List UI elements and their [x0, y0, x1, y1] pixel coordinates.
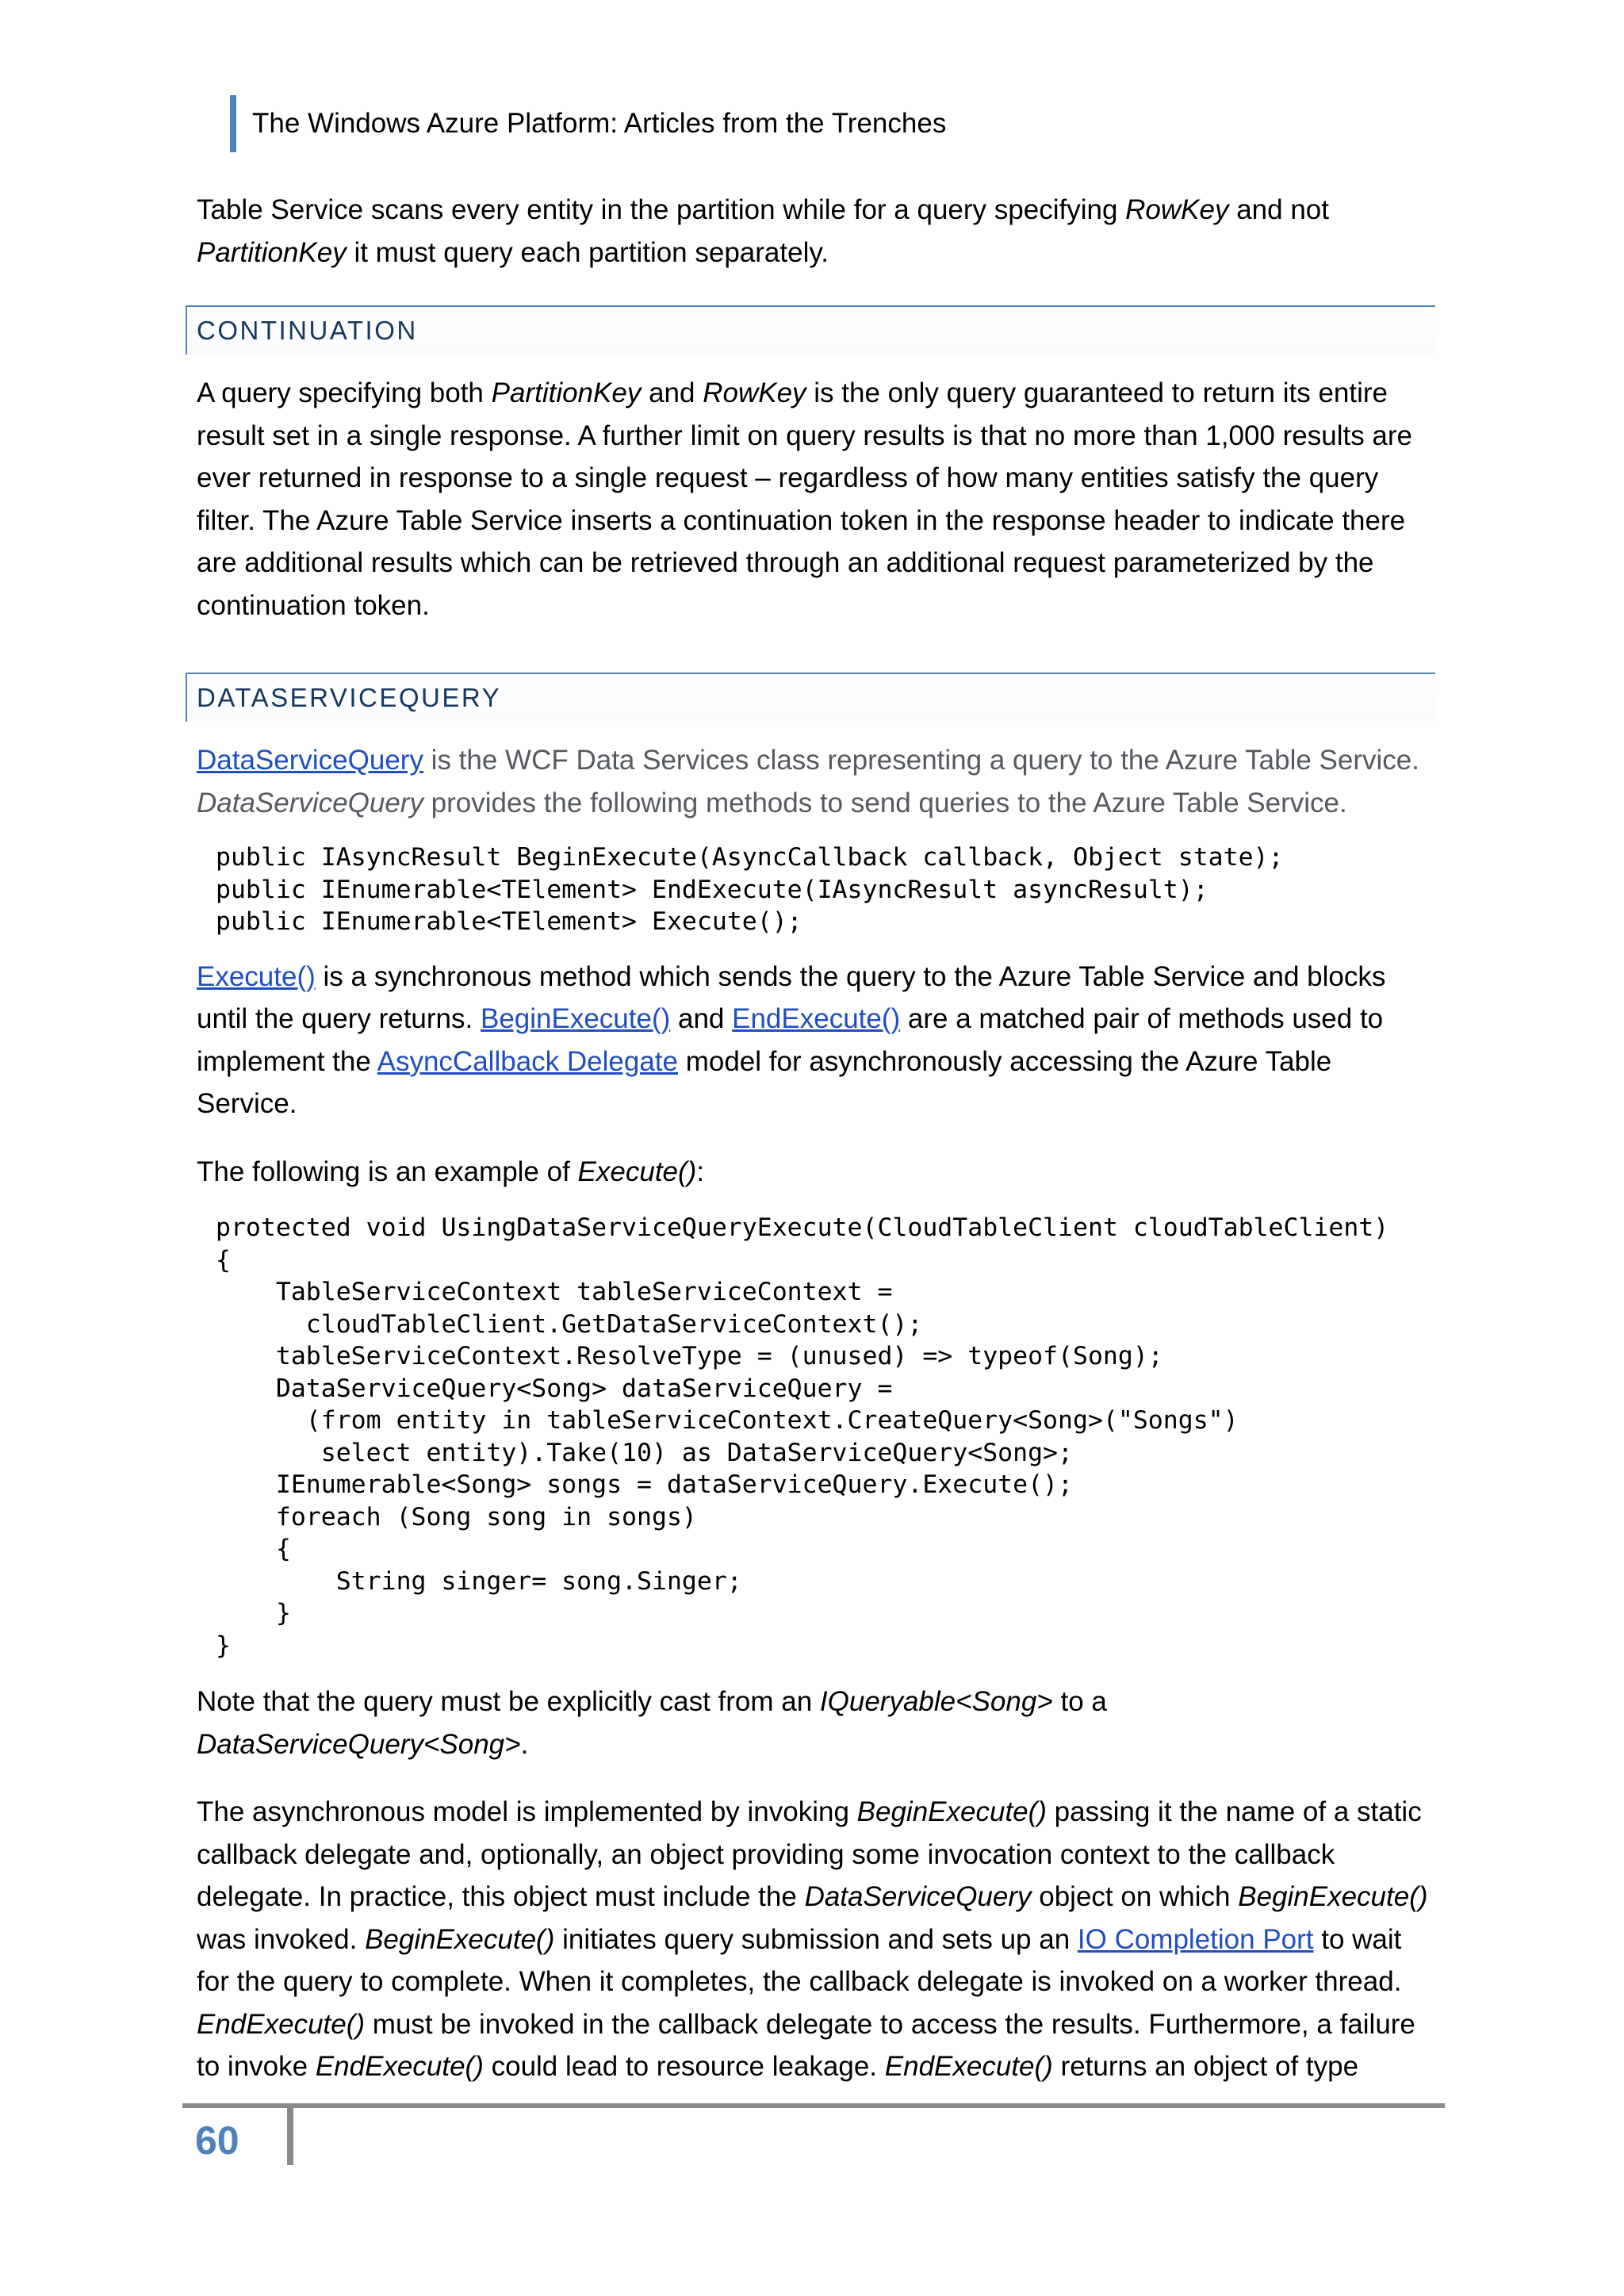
term-rowkey: RowKey: [1125, 194, 1229, 225]
execute-paragraph: [197, 956, 1434, 1125]
footer-divider: [287, 2108, 293, 2165]
running-header: [230, 95, 946, 152]
term-dataservicequery: DataServiceQuery: [197, 787, 423, 818]
term-rowkey: RowKey: [703, 378, 806, 408]
text-run: The following is an example of: [197, 1156, 578, 1187]
code-block-method-signatures: public IAsyncResult BeginExecute(AsyncCallback callback, Object state); public IEnumerable<TElement> EndExecute(IAsyncResult asyncResult); public IEnumerable<TElement> Execute();: [216, 843, 1284, 936]
continuation-paragraph: [197, 372, 1434, 627]
text-run: is the WCF Data Services class representing a query to the Azure Table Service.: [423, 745, 1419, 776]
footer-rule: [182, 2103, 1445, 2108]
page-content: [197, 189, 1434, 2088]
text-run: it must query each partition separately.: [346, 236, 829, 268]
section-heading-dataservicequery: [186, 673, 1435, 722]
text-run: is a synchronous method which sends the query to the Azure Table Service and blocks until the query returns.: [197, 960, 1386, 1034]
link-beginexecute[interactable]: BeginExecute(): [480, 1003, 671, 1034]
text-run: was invoked.: [197, 1923, 366, 1955]
text-run: model for asynchronously accessing the Azure Table Service.: [197, 1045, 1332, 1119]
dataservicequery-intro-paragraph: [197, 739, 1434, 824]
text-run: and not: [1228, 194, 1329, 225]
text-run: object on which: [1031, 1881, 1239, 1912]
text-run: Table Service scans every entity in the partition while for a query specifying: [197, 194, 1126, 225]
text-run: must be invoked in the callback delegate to access the results. Furthermore, a failure to invoke: [197, 2008, 1415, 2082]
term-endexecute: EndExecute(): [315, 2051, 484, 2082]
text-run: A query specifying both: [197, 378, 492, 408]
page-number: 60: [195, 2118, 239, 2163]
text-run: to wait for the query to complete. When it completes, the callback delegate is invoked on a worker thread.: [197, 1923, 1402, 1997]
term-dataservicequery-song: DataServiceQuery<Song>: [197, 1728, 521, 1760]
link-endexecute[interactable]: EndExecute(): [732, 1003, 901, 1034]
text-run: initiates query submission and sets up an: [554, 1923, 1078, 1955]
text-run: returns an object of type: [1052, 2051, 1359, 2082]
section-heading-text: CONTINUATION: [197, 316, 418, 345]
link-asynccallback-delegate[interactable]: AsyncCallback Delegate: [377, 1045, 678, 1077]
text-run: .: [520, 1728, 529, 1760]
text-run: is the only query guaranteed to return its entire result set in a single response. A further limit on query results is that no more than 1,000 results are ever returned in response to a single request – regardless of how many entities satisfy the query filter. The Azure Table Service inserts a continuation token in the response header to indicate there are additional results which can be retrieved through an additional request parameterized by the continuation token.: [197, 378, 1413, 621]
text-run: and: [670, 1003, 733, 1034]
text-run: could lead to resource leakage.: [483, 2051, 885, 2082]
term-partitionkey: PartitionKey: [197, 236, 347, 268]
text-run: provides the following methods to send queries to the Azure Table Service.: [423, 787, 1347, 818]
term-endexecute: EndExecute(): [197, 2008, 366, 2040]
link-execute[interactable]: Execute(): [197, 960, 316, 992]
code-block-execute-example: protected void UsingDataServiceQueryExecute(CloudTableClient cloudTableClient) { TableServiceContext tableServiceContext = cloudTableClient.GetDataServiceContext(); tableServiceContext.ResolveType = (unused) => typeof(Song); DataServiceQuery<Song> dataServiceQuery = (from entity in tableServiceContext.CreateQuery<Song>("Songs") select entity).Take(10) as DataServiceQuery<Song>; IEnumerable<Song> songs = dataServiceQuery.Execute(); foreach (Song song in songs) { String singer= song.Singer; } }: [216, 1213, 1389, 1660]
term-partitionkey: PartitionKey: [491, 378, 642, 408]
link-io-completion-port[interactable]: IO Completion Port: [1077, 1923, 1314, 1955]
text-run: are a matched pair of methods used to implement the: [197, 1003, 1384, 1077]
async-model-paragraph: [197, 1791, 1434, 2088]
term-beginexecute: BeginExecute(): [365, 1923, 555, 1955]
section-heading-continuation: [186, 305, 1435, 355]
cast-note-paragraph: [197, 1681, 1434, 1765]
term-execute: Execute(): [577, 1156, 697, 1187]
term-beginexecute: BeginExecute(): [1238, 1881, 1428, 1912]
term-dataservicequery: DataServiceQuery: [804, 1881, 1032, 1912]
text-run: The asynchronous model is implemented by invoking: [197, 1796, 857, 1827]
intro-paragraph: [197, 189, 1434, 274]
term-endexecute: EndExecute(): [884, 2051, 1053, 2082]
term-beginexecute: BeginExecute(): [856, 1796, 1047, 1827]
example-intro-paragraph: [197, 1151, 1434, 1194]
text-run: Note that the query must be explicitly cast from an: [197, 1686, 820, 1717]
text-run: to a: [1052, 1686, 1107, 1717]
book-title: The Windows Azure Platform: Articles from the Trenches: [252, 108, 947, 139]
text-run: and: [641, 378, 703, 408]
text-run: :: [696, 1156, 705, 1187]
section-heading-text: DATASERVICEQUERY: [197, 683, 502, 712]
term-iqueryable: IQueryable<Song>: [819, 1686, 1053, 1717]
link-dataservicequery[interactable]: DataServiceQuery: [197, 745, 423, 776]
text-run: passing it the name of a static callback delegate and, optionally, an object providing some invocation context to the callback delegate. In practice, this object must include the: [197, 1796, 1422, 1912]
